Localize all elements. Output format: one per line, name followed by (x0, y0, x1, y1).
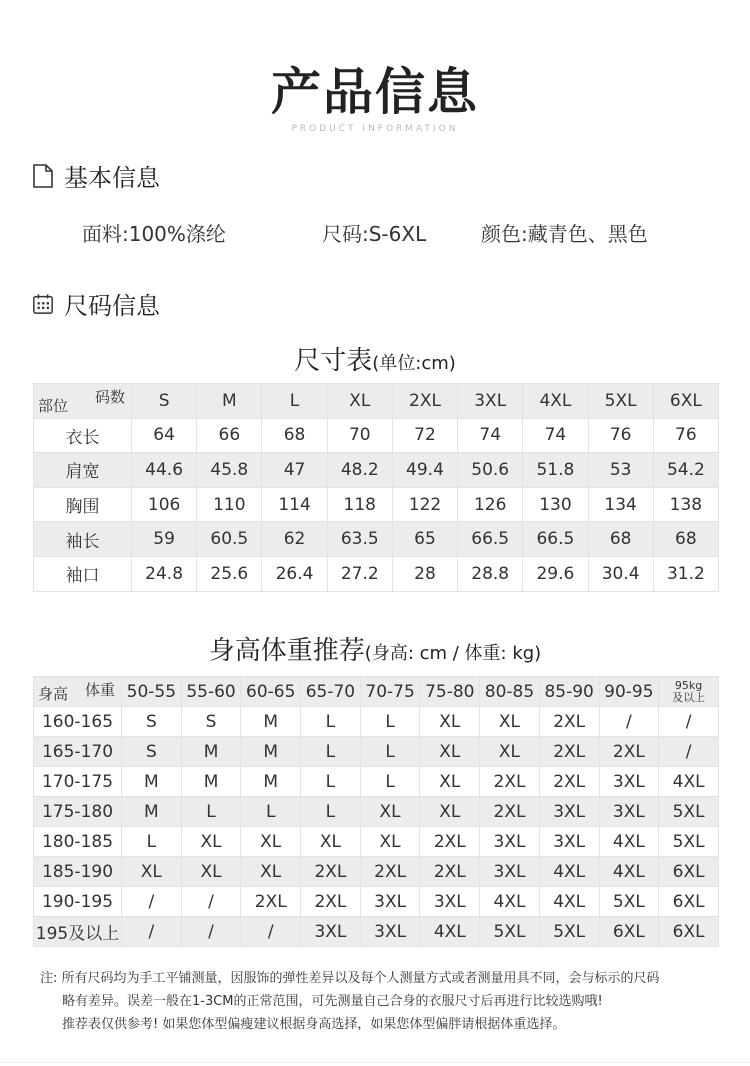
table-row (34, 522, 719, 557)
rec-table-unit: (身高: cm / 体重: kg) (364, 643, 542, 664)
table-cell: L (301, 737, 361, 767)
size-col-header: L (262, 384, 327, 419)
table-row (34, 767, 719, 797)
rec-table-corner-bottom: 身高 (38, 685, 69, 703)
table-cell: 5XL (659, 797, 719, 827)
table-cell: 2XL (539, 737, 599, 767)
table-cell: / (599, 707, 659, 737)
size-table-title (0, 340, 750, 377)
table-cell: 26.4 (262, 556, 327, 591)
table-cell: 50.6 (458, 453, 523, 488)
table-cell: 3XL (420, 887, 480, 917)
table-cell: / (181, 917, 241, 947)
table-cell: XL (360, 827, 420, 857)
table-cell: 30.4 (588, 556, 653, 591)
size-table-corner-bottom: 部位 (38, 396, 69, 415)
note-line-2: 略有差异。误差一般在1-3CM的正常范围，可先测量自己合身的衣服尺寸后再进行比较选购哦! (62, 994, 603, 1009)
table-cell: / (181, 887, 241, 917)
table-row (34, 887, 719, 917)
rec-table-title-text: 身高体重推荐 (208, 636, 365, 666)
row-label: 190-195 (34, 887, 122, 917)
row-label: 185-190 (34, 857, 122, 887)
table-cell: 70 (327, 418, 392, 453)
table-cell: 6XL (659, 917, 719, 947)
table-cell: 74 (458, 418, 523, 453)
table-cell: 48.2 (327, 453, 392, 488)
size-col-header: 5XL (588, 384, 653, 419)
table-cell: 28 (392, 556, 457, 591)
size-info-heading-text: 尺码信息 (64, 292, 160, 320)
basic-info-heading-text: 基本信息 (64, 164, 160, 192)
size-col-header: XL (327, 384, 392, 419)
table-cell: 53 (588, 453, 653, 488)
table-cell: 2XL (301, 857, 361, 887)
table-cell: 4XL (480, 887, 540, 917)
weight-col-header: 75-80 (420, 677, 480, 707)
page-subtitle: PRODUCT INFORMATION (291, 124, 459, 134)
table-cell: 138 (653, 487, 718, 522)
table-cell: 54.2 (653, 453, 718, 488)
weight-col-header: 55-60 (181, 677, 241, 707)
row-label: 175-180 (34, 797, 122, 827)
table-cell: 2XL (301, 887, 361, 917)
table-cell: / (122, 887, 182, 917)
table-cell: 4XL (420, 917, 480, 947)
row-label: 袖长 (34, 522, 132, 557)
size-col-header: 2XL (392, 384, 457, 419)
table-cell: 2XL (539, 767, 599, 797)
rec-table-corner-top: 体重 (84, 681, 115, 699)
table-cell: 66.5 (458, 522, 523, 557)
weight-col-header: 80-85 (480, 677, 540, 707)
table-cell: M (241, 707, 301, 737)
table-cell: L (241, 797, 301, 827)
table-cell: L (301, 767, 361, 797)
table-cell: 27.2 (327, 556, 392, 591)
table-cell: 106 (132, 487, 197, 522)
size-table-corner-top: 码数 (94, 388, 125, 406)
table-cell: M (122, 767, 182, 797)
color-info: 颜色:藏青色、黑色 (481, 222, 648, 246)
table-cell: L (181, 797, 241, 827)
table-cell: 5XL (659, 827, 719, 857)
table-cell: L (301, 707, 361, 737)
table-row (34, 797, 719, 827)
table-cell: S (181, 707, 241, 737)
table-cell: 74 (523, 418, 588, 453)
table-cell: 66.5 (523, 522, 588, 557)
weight-col-header: 85-90 (539, 677, 599, 707)
table-cell: 122 (392, 487, 457, 522)
table-cell: 64 (132, 418, 197, 453)
table-cell: 2XL (241, 887, 301, 917)
size-table-corner (34, 384, 132, 419)
table-cell: 3XL (301, 917, 361, 947)
table-cell: 3XL (360, 887, 420, 917)
table-cell: 65 (392, 522, 457, 557)
table-cell: 49.4 (392, 453, 457, 488)
document-icon (32, 164, 54, 188)
table-cell: 63.5 (327, 522, 392, 557)
size-range-info: 尺码:S-6XL (322, 222, 427, 246)
table-cell: 4XL (599, 857, 659, 887)
table-cell: S (122, 737, 182, 767)
row-label: 袖口 (34, 556, 132, 591)
table-cell: 110 (197, 487, 262, 522)
weight-col-header: 65-70 (301, 677, 361, 707)
table-cell: XL (181, 827, 241, 857)
weight-col-header: 70-75 (360, 677, 420, 707)
table-cell: L (122, 827, 182, 857)
table-cell: 3XL (539, 827, 599, 857)
table-cell: 6XL (659, 857, 719, 887)
table-row (34, 556, 719, 591)
size-info-heading (32, 286, 160, 321)
table-cell: 72 (392, 418, 457, 453)
table-row (34, 917, 719, 947)
table-cell: 6XL (599, 917, 659, 947)
weight-col-header: 90-95 (599, 677, 659, 707)
row-label: 160-165 (34, 707, 122, 737)
table-cell: XL (122, 857, 182, 887)
weight-col-last-line1: 95kg (674, 678, 703, 692)
table-cell: 5XL (599, 887, 659, 917)
rec-table-header-row (34, 677, 719, 707)
table-cell: L (360, 767, 420, 797)
table-cell: 134 (588, 487, 653, 522)
table-row (34, 418, 719, 453)
weight-col-header-last (659, 677, 719, 707)
size-table-unit: (单位:cm) (372, 353, 456, 374)
table-cell: 51.8 (523, 453, 588, 488)
table-cell: 2XL (420, 857, 480, 887)
table-cell: / (659, 737, 719, 767)
table-cell: L (301, 797, 361, 827)
table-cell: 2XL (480, 797, 540, 827)
size-col-header: M (197, 384, 262, 419)
table-cell: 76 (588, 418, 653, 453)
table-cell: 25.6 (197, 556, 262, 591)
table-cell: XL (480, 737, 540, 767)
table-cell: 2XL (420, 827, 480, 857)
table-cell: 5XL (539, 917, 599, 947)
table-row (34, 737, 719, 767)
row-label: 胸围 (34, 487, 132, 522)
calendar-icon (32, 292, 54, 316)
table-cell: M (122, 797, 182, 827)
table-cell: M (241, 737, 301, 767)
table-cell: / (659, 707, 719, 737)
table-cell: 2XL (599, 737, 659, 767)
fabric-info: 面料:100%涤纶 (82, 222, 226, 246)
table-cell: S (122, 707, 182, 737)
table-row (34, 487, 719, 522)
table-cell: XL (420, 797, 480, 827)
table-cell: 62 (262, 522, 327, 557)
table-cell: 24.8 (132, 556, 197, 591)
table-cell: 126 (458, 487, 523, 522)
weight-col-last-line2: 及以上 (672, 690, 706, 704)
table-cell: 45.8 (197, 453, 262, 488)
table-cell: 47 (262, 453, 327, 488)
page-title: 产品信息 (271, 63, 479, 121)
table-cell: 118 (327, 487, 392, 522)
size-table (33, 383, 719, 592)
table-cell: / (122, 917, 182, 947)
table-cell: 5XL (480, 917, 540, 947)
table-cell: 60.5 (197, 522, 262, 557)
table-cell: 2XL (480, 767, 540, 797)
table-cell: XL (301, 827, 361, 857)
table-row (34, 857, 719, 887)
table-cell: 3XL (599, 767, 659, 797)
table-cell: 29.6 (523, 556, 588, 591)
table-row (34, 453, 719, 488)
table-cell: XL (241, 857, 301, 887)
table-cell: 68 (262, 418, 327, 453)
table-cell: M (241, 767, 301, 797)
table-cell: 59 (132, 522, 197, 557)
table-cell: 4XL (659, 767, 719, 797)
table-cell: 3XL (539, 797, 599, 827)
size-col-header: S (132, 384, 197, 419)
table-cell: 68 (653, 522, 718, 557)
table-cell: 3XL (360, 917, 420, 947)
row-label: 衣长 (34, 418, 132, 453)
table-row (34, 707, 719, 737)
table-cell: L (360, 707, 420, 737)
table-cell: 130 (523, 487, 588, 522)
size-table-title-text: 尺寸表 (294, 346, 373, 376)
basic-info-heading (32, 158, 160, 193)
rec-table-corner (34, 677, 122, 707)
size-col-header: 4XL (523, 384, 588, 419)
table-cell: 3XL (480, 857, 540, 887)
weight-col-header: 60-65 (241, 677, 301, 707)
table-row (34, 827, 719, 857)
table-cell: 3XL (480, 827, 540, 857)
row-label: 170-175 (34, 767, 122, 797)
table-cell: 4XL (539, 857, 599, 887)
table-cell: XL (181, 857, 241, 887)
table-cell: XL (420, 767, 480, 797)
row-label: 195及以上 (34, 917, 122, 947)
table-cell: 31.2 (653, 556, 718, 591)
size-col-header: 3XL (458, 384, 523, 419)
table-cell: XL (480, 707, 540, 737)
table-cell: 114 (262, 487, 327, 522)
table-cell: XL (360, 797, 420, 827)
size-table-header-row (34, 384, 719, 419)
table-cell: / (241, 917, 301, 947)
table-cell: 2XL (360, 857, 420, 887)
row-label: 180-185 (34, 827, 122, 857)
recommendation-table (33, 676, 719, 947)
note-line-3: 推荐表仅供参考! 如果您体型偏瘦建议根据身高选择，如果您体型偏胖请根据体重选择。 (62, 1017, 566, 1032)
table-cell: 6XL (659, 887, 719, 917)
table-cell: 28.8 (458, 556, 523, 591)
table-cell: 44.6 (132, 453, 197, 488)
table-cell: M (181, 737, 241, 767)
table-cell: L (360, 737, 420, 767)
table-cell: 76 (653, 418, 718, 453)
table-cell: 3XL (599, 797, 659, 827)
table-cell: 68 (588, 522, 653, 557)
table-cell: M (181, 767, 241, 797)
row-label: 165-170 (34, 737, 122, 767)
table-cell: 2XL (539, 707, 599, 737)
weight-col-header: 50-55 (122, 677, 182, 707)
row-label: 肩宽 (34, 453, 132, 488)
note-line-1: 注: 所有尺码均为手工平铺测量，因服饰的弹性差异以及每个人测量方式或者测量用具不同，会与标示的尺码 (40, 971, 660, 986)
table-cell: XL (420, 707, 480, 737)
table-cell: XL (241, 827, 301, 857)
rec-table-title (0, 630, 750, 667)
table-cell: XL (420, 737, 480, 767)
bottom-divider (0, 1062, 750, 1063)
size-col-header: 6XL (653, 384, 718, 419)
table-cell: 4XL (539, 887, 599, 917)
table-cell: 66 (197, 418, 262, 453)
table-cell: 4XL (599, 827, 659, 857)
